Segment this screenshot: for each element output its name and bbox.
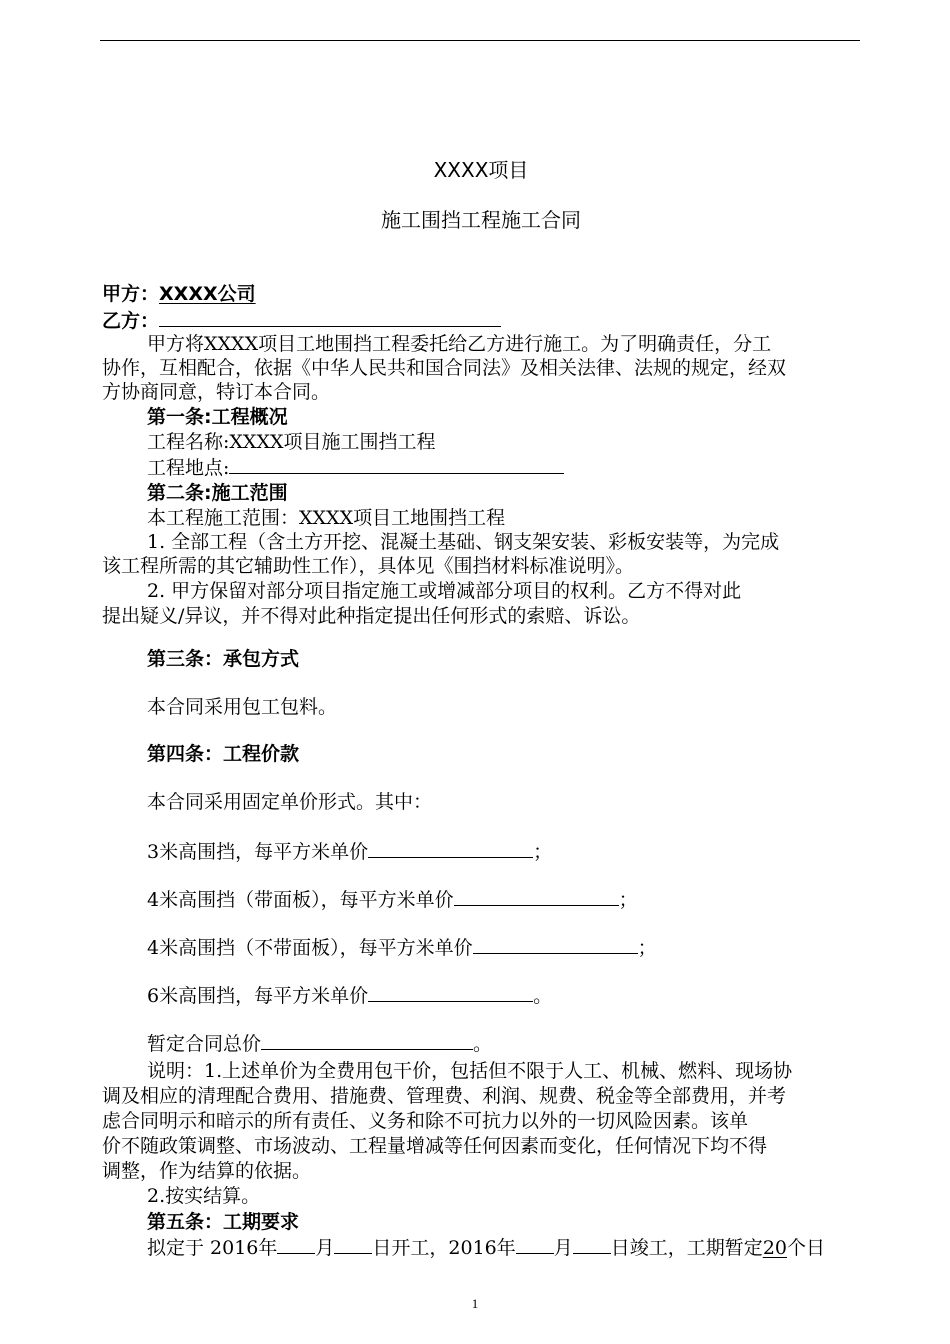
schedule-text: 月 <box>553 1237 573 1259</box>
doc-subtitle: 施工围挡工程施工合同 <box>381 208 581 232</box>
party-b-label: 乙方： <box>102 310 160 332</box>
pricing-intro: 本合同采用固定单价形式。其中： <box>147 791 433 813</box>
total-price-blank <box>261 1030 473 1050</box>
duration-days: 20 <box>762 1237 787 1259</box>
project-location-label: 工程地点: <box>147 457 230 479</box>
article-3-heading: 第三条：承包方式 <box>147 648 300 670</box>
party-a <box>102 281 860 307</box>
party-b <box>102 307 860 334</box>
total-price-row <box>147 1030 860 1057</box>
notes-line-1: 说明：1.上述单价为全费用包干价，包括但不限于人工、机械、燃料、现场协 <box>147 1060 793 1082</box>
scope-item-1-line-2: 该工程所需的其它辅助性工作），具体见《围挡材料标准说明》。 <box>102 555 635 577</box>
project-location <box>147 454 860 481</box>
scope-item-2-line-2: 提出疑义/异议，并不得对此种指定提出任何形式的索赔、诉讼。 <box>102 605 641 627</box>
start-month-blank <box>277 1234 315 1254</box>
price-row <box>147 934 860 961</box>
total-price-end: 。 <box>473 1033 493 1055</box>
price-row <box>147 982 860 1009</box>
price-label: 6米高围挡，每平方米单价 <box>147 985 369 1007</box>
article-1-heading: 第一条:工程概况 <box>147 406 288 428</box>
price-blank <box>368 982 533 1002</box>
price-end: ； <box>533 841 553 863</box>
scope-item-2-line-1: 2. 甲方保留对部分项目指定施工或增减部分项目的权利。乙方不得对此 <box>147 580 742 602</box>
page-number: 1 <box>471 1296 479 1311</box>
price-label: 4米高围挡（带面板），每平方米单价 <box>147 889 454 911</box>
intro-line-3: 方协商同意，特订本合同。 <box>102 381 331 403</box>
start-day-blank <box>334 1234 372 1254</box>
article-4-heading: 第四条：工程价款 <box>147 743 300 765</box>
project-name: 工程名称:XXXX项目施工围挡工程 <box>147 431 436 453</box>
project-location-blank <box>229 454 564 474</box>
price-row <box>147 886 860 913</box>
end-month-blank <box>516 1234 554 1254</box>
price-end: ； <box>618 889 638 911</box>
notes-line-3: 虑合同明示和暗示的所有责任、义务和除不可抗力以外的一切风险因素。该单 <box>102 1110 749 1132</box>
price-blank <box>368 838 533 858</box>
header-rule <box>100 40 860 41</box>
scope-item-1-line-1: 1. 全部工程（含土方开挖、混凝土基础、钢支架安装、彩板安装等，为完成 <box>147 531 780 553</box>
article-3-text: 本合同采用包工包料。 <box>147 696 338 718</box>
schedule-text: 日开工，2016年 <box>372 1237 516 1259</box>
total-price-label: 暂定合同总价 <box>147 1033 262 1055</box>
party-b-blank <box>159 307 501 327</box>
intro-line-2: 协作，互相配合，依据《中华人民共和国合同法》及相关法律、法规的规定，经双 <box>102 357 787 379</box>
price-end: 。 <box>533 985 553 1007</box>
end-day-blank <box>573 1234 611 1254</box>
schedule-text: 月 <box>315 1237 335 1259</box>
notes-line-2: 调及相应的清理配合费用、措施费、管理费、利润、规费、税金等全部费用，并考 <box>102 1085 787 1107</box>
price-row <box>147 838 860 865</box>
price-blank <box>473 934 638 954</box>
party-a-value: XXXX公司 <box>159 283 256 305</box>
intro-line-1: 甲方将XXXX项目工地围挡工程委托给乙方进行施工。为了明确责任，分工 <box>147 333 772 355</box>
party-a-label: 甲方： <box>102 283 160 305</box>
scope-text: 本工程施工范围：XXXX项目工地围挡工程 <box>147 507 506 529</box>
notes-line-5: 调整，作为结算的依据。 <box>102 1160 312 1182</box>
article-2-heading: 第二条:施工范围 <box>147 482 288 504</box>
notes-item-2: 2.按实结算。 <box>147 1185 261 1207</box>
price-label: 3米高围挡，每平方米单价 <box>147 841 369 863</box>
schedule-text: 拟定于 2016年 <box>147 1237 278 1259</box>
article-5-heading: 第五条：工期要求 <box>147 1211 300 1233</box>
schedule-line <box>147 1234 860 1261</box>
price-blank <box>454 886 619 906</box>
notes-line-4: 价不随政策调整、市场波动、工程量增减等任何因素而变化，任何情况下均不得 <box>102 1135 768 1157</box>
schedule-text: 日竣工，工期暂定 <box>610 1237 763 1259</box>
price-label: 4米高围挡（不带面板），每平方米单价 <box>147 937 473 959</box>
doc-title: XXXX项目 <box>433 158 529 182</box>
schedule-text: 个日 <box>787 1237 826 1259</box>
price-end: ； <box>637 937 657 959</box>
